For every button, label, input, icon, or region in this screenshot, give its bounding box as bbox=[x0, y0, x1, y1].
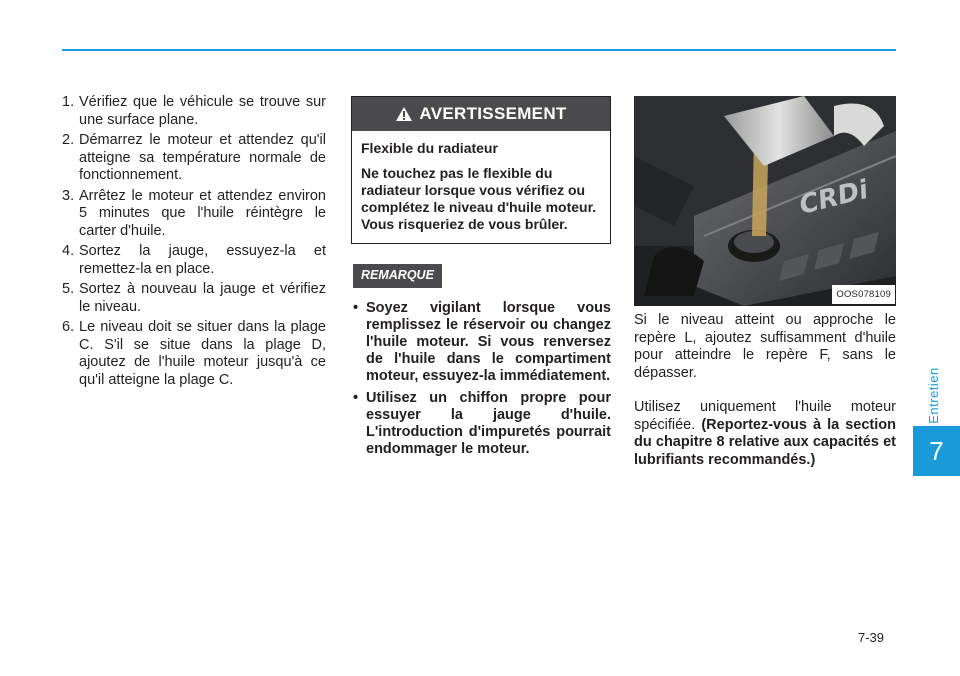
bullet-icon: • bbox=[353, 299, 359, 316]
warning-title: Flexible du radiateur bbox=[361, 140, 498, 156]
engine-photo bbox=[634, 96, 896, 306]
steps-column bbox=[62, 94, 326, 392]
section-label-text: Entretien bbox=[925, 366, 941, 424]
step-number: 1. bbox=[62, 94, 75, 110]
step-item bbox=[62, 188, 326, 241]
step-text: Sortez la jauge, essuyez-la et remettez-la en place. bbox=[79, 243, 326, 277]
step-text: Arrêtez le moteur et attendez environ 5 minutes que l'huile réintègre le carter d'huile. bbox=[79, 187, 326, 239]
oil-spec-plain: Utilisez uniquement l'huile moteur spécifiée. bbox=[634, 399, 896, 433]
step-number: 4. bbox=[62, 243, 75, 259]
chapter-tab: 7 bbox=[913, 426, 960, 476]
bullet-icon: • bbox=[353, 389, 359, 406]
warning-body bbox=[352, 131, 610, 243]
step-number: 6. bbox=[62, 319, 75, 335]
level-text: Si le niveau atteint ou approche le repère L, ajoutez suffisamment d'huile pour atteindre le repère F, sans le dépasser. bbox=[634, 312, 896, 381]
warning-heading bbox=[352, 97, 610, 131]
remark-list bbox=[349, 300, 611, 458]
remark-item bbox=[349, 300, 611, 385]
warning-heading-text: AVERTISSEMENT bbox=[419, 104, 567, 124]
oil-spec-text bbox=[634, 399, 896, 469]
remark-tag: REMARQUE bbox=[353, 264, 442, 288]
step-text: Le niveau doit se situer dans la plage C. S'il se situe dans la plage D, ajoutez de l'huile moteur jusqu'à ce qu'il atteigne la plage C. bbox=[79, 319, 326, 388]
warning-column bbox=[349, 96, 611, 463]
step-item bbox=[62, 281, 326, 316]
oil-spec-bold: (Reportez-vous à la section du chapitre 8 relative aux capacités et lubrifiants recommandés.) bbox=[634, 416, 897, 468]
step-number: 5. bbox=[62, 281, 75, 297]
step-item bbox=[62, 319, 326, 389]
header-rule bbox=[62, 49, 896, 51]
engine-cover-text: CRDi bbox=[796, 174, 872, 221]
info-column bbox=[634, 96, 896, 469]
step-text: Démarrez le moteur et attendez qu'il atteigne sa température normale de fonctionnement. bbox=[79, 132, 326, 183]
warning-text: Ne touchez pas le flexible du radiateur lorsque vous vérifiez ou complétez le niveau d'huile moteur. Vous risqueriez de vous brûler. bbox=[361, 165, 597, 232]
step-item bbox=[62, 132, 326, 185]
remark-text: Soyez vigilant lorsque vous remplissez le réservoir ou changez l'huile moteur. Si vous renversez de l'huile dans le compartiment moteur, essuyez-la immédiatement. bbox=[366, 299, 611, 384]
step-text: Sortez à nouveau la jauge et vérifiez le niveau. bbox=[79, 281, 326, 315]
step-item bbox=[62, 243, 326, 278]
step-item bbox=[62, 94, 326, 129]
step-number: 2. bbox=[62, 132, 75, 148]
warning-triangle-icon bbox=[395, 106, 413, 122]
step-number: 3. bbox=[62, 187, 75, 204]
remark-text: Utilisez un chiffon propre pour essuyer la jauge d'huile. L'introduction d'impuretés pourrait endommager le moteur. bbox=[366, 389, 611, 457]
section-label bbox=[918, 360, 948, 430]
steps-list bbox=[62, 94, 326, 389]
figure-id: OOS078109 bbox=[832, 285, 895, 305]
step-text: Vérifiez que le véhicule se trouve sur une surface plane. bbox=[79, 94, 326, 128]
warning-box bbox=[351, 96, 611, 244]
engine-illustration bbox=[634, 96, 896, 306]
remark-item bbox=[349, 390, 611, 458]
page-number: 7-39 bbox=[858, 630, 885, 645]
